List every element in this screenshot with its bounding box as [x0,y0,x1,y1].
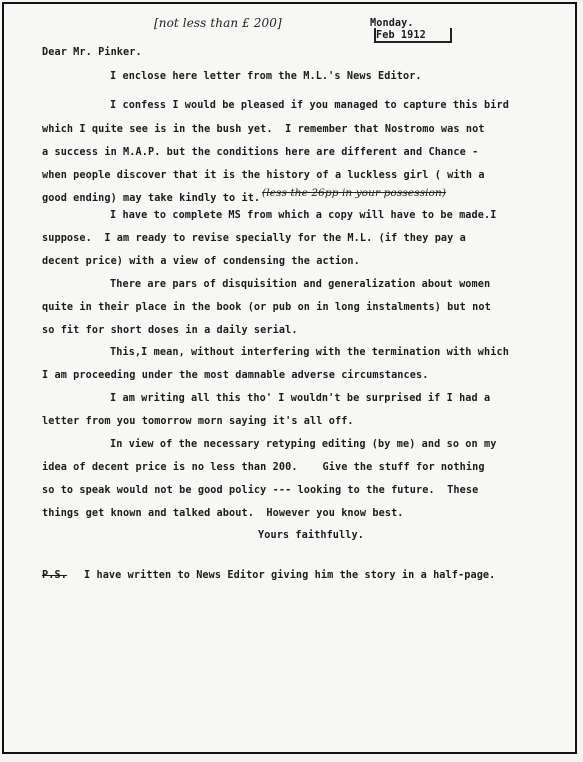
closing: Yours faithfully. [258,530,364,541]
paragraph-7-line-2: idea of decent price is no less than 200. Give the stuff for nothing [42,462,485,473]
paragraph-2-line-4: when people discover that it is the history of a luckless girl ( with a [42,170,485,181]
paragraph-2-line-5: good ending) may take kindly to it. [42,193,261,204]
paragraph-7-line-3: so to speak would not be good policy --- looking to the future. These [42,485,479,496]
handwritten-insertion: (less the 26pp in your possession) [262,187,447,199]
salutation: Dear Mr. Pinker. [42,47,142,58]
paragraph-4-line-1: There are pars of disquisition and generalization about women [110,279,491,290]
paragraph-5-line-1: This,I mean, without interfering with the termination with which [110,347,509,358]
letter-page [2,2,577,754]
paragraph-5-line-2: I am proceeding under the most damnable adverse circumstances. [42,370,429,381]
paragraph-4-line-2: quite in their place in the book (or pub on in long instalments) but not [42,302,491,313]
date-month: Feb 1912 [376,30,426,41]
paragraph-4-line-3: so fit for short doses in a daily serial. [42,325,298,336]
paragraph-6-line-1: I am writing all this tho' I wouldn't be surprised if I had a [110,393,491,404]
paragraph-2-line-2: which I quite see is in the bush yet. I remember that Nostromo was not [42,124,485,135]
paragraph-6-line-2: letter from you tomorrow morn saying it's all off. [42,416,354,427]
paragraph-1-line-1: I enclose here letter from the M.L.'s News Editor. [110,71,422,82]
paragraph-3-line-3: decent price) with a view of condensing the action. [42,256,360,267]
paragraph-2-line-1: I confess I would be pleased if you managed to capture this bird [110,100,509,111]
paragraph-3-line-2: suppose. I am ready to revise specially for the M.L. (if they pay a [42,233,466,244]
paragraph-7-line-4: things get known and talked about. However you know best. [42,508,404,519]
ps-text: I have written to News Editor giving him the story in a half-page. [84,570,496,581]
date-bracket [374,28,452,43]
paragraph-7-line-1: In view of the necessary retyping editing (by me) and so on my [110,439,497,450]
ps-label: P.S. [42,570,67,581]
paragraph-3-line-1: I have to complete MS from which a copy will have to be made.I [110,210,497,221]
date-day: Monday. [370,18,414,29]
handwritten-note-top: [not less than £ 200] [154,16,282,30]
paragraph-2-line-3: a success in M.A.P. but the conditions here are different and Chance - [42,147,479,158]
